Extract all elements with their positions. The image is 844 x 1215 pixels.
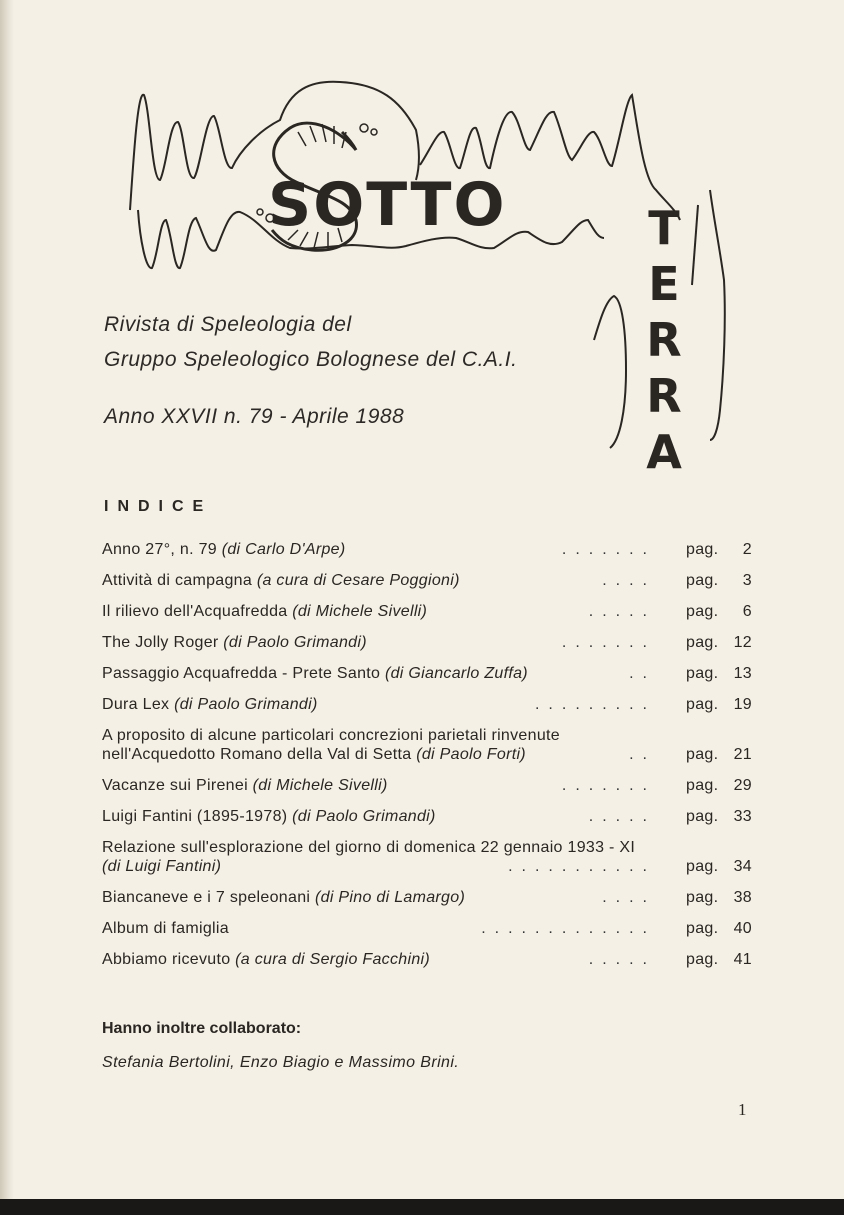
page-binding-edge	[0, 0, 14, 1215]
issue-info: Anno XXVII n. 79 - Aprile 1988	[104, 405, 405, 428]
index-title: INDICE	[104, 498, 213, 515]
page-bottom-edge	[0, 1199, 844, 1215]
logo-sotto-text: SOTTO	[268, 170, 507, 240]
subtitle-line-2: Gruppo Speleologico Bolognese del C.A.I.	[104, 348, 518, 371]
toc-entry: Passaggio Acquafredda - Prete Santo (di Giancarlo Zuffa) .. pag. 13	[102, 665, 752, 682]
toc-entry: Il rilievo dell'Acquafredda (di Michele Sivelli) ..... pag. 6	[102, 603, 752, 620]
toc-entry: Album di famiglia ............. pag. 40	[102, 920, 752, 937]
toc-entry: The Jolly Roger (di Paolo Grimandi) ....... pag. 12	[102, 634, 752, 651]
toc-entry: Anno 27°, n. 79 (di Carlo D'Arpe) ....... pag. 2	[102, 541, 752, 558]
subtitle-line-1: Rivista di Speleologia del	[104, 313, 352, 336]
collaborators-title: Hanno inoltre collaborato:	[102, 1020, 302, 1037]
toc-entry: Dura Lex (di Paolo Grimandi) ......... pag. 19	[102, 696, 752, 713]
toc-entry: Attività di campagna (a cura di Cesare Poggioni) .... pag. 3	[102, 572, 752, 589]
toc-entry: Relazione sull'esplorazione del giorno di domenica 22 gennaio 1933 - XI (di Luigi Fantini) ........... pag. 34	[102, 839, 752, 875]
collaborators-names: Stefania Bertolini, Enzo Biagio e Massimo Brini.	[102, 1054, 460, 1071]
page-number: 1	[738, 1100, 747, 1119]
toc-entry: A proposito di alcune particolari concrezioni parietali rinvenute nell'Acquedotto Romano della Val di Setta (di Paolo Forti) .. pag. 21	[102, 727, 752, 763]
logo-terra-text: TERRA	[646, 201, 682, 479]
toc-entry: Abbiamo ricevuto (a cura di Sergio Facchini) ..... pag. 41	[102, 951, 752, 968]
toc-entry: Vacanze sui Pirenei (di Michele Sivelli) ....... pag. 29	[102, 777, 752, 794]
table-of-contents	[102, 540, 752, 969]
toc-entry: Biancaneve e i 7 speleonani (di Pino di Lamargo) .... pag. 38	[102, 889, 752, 906]
toc-entry: Luigi Fantini (1895-1978) (di Paolo Grimandi) ..... pag. 33	[102, 808, 752, 825]
